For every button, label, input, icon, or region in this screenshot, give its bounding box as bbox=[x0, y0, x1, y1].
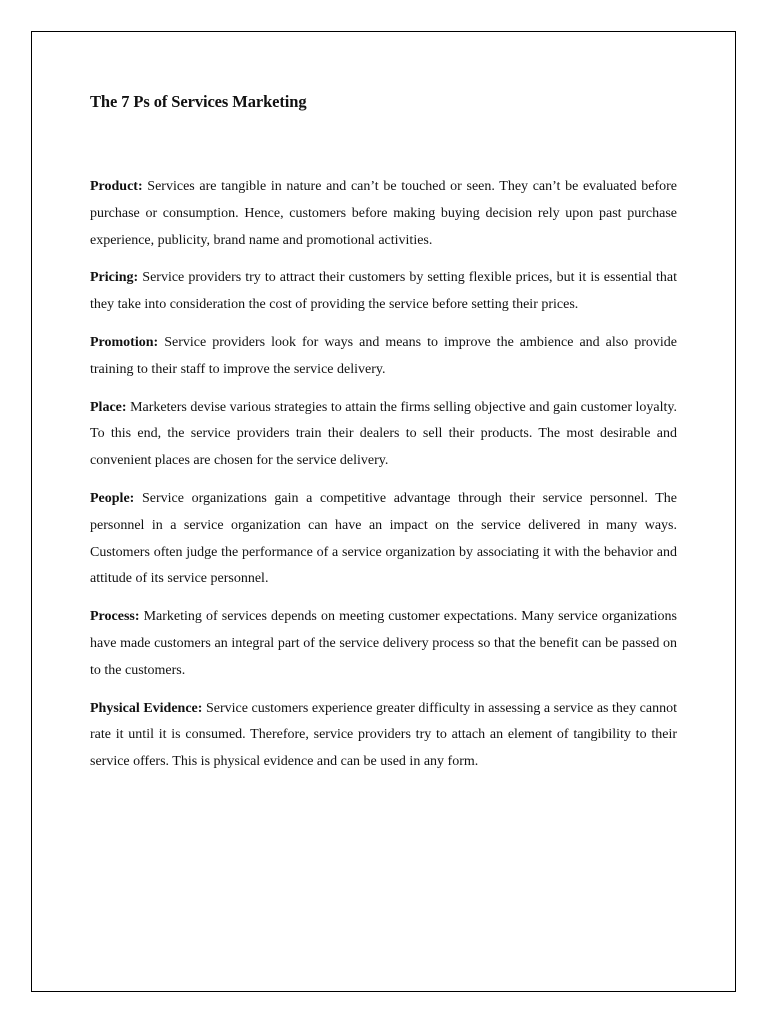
section-product bbox=[90, 174, 677, 254]
page-title: The 7 Ps of Services Marketing bbox=[90, 92, 307, 111]
section-text: Marketers devise various strategies to attain the firms selling objective and gain customer loyalty. To this end, the service providers train their dealers to sell their products. The most desirable and convenient places are chosen for the service delivery. bbox=[90, 399, 678, 469]
document-body bbox=[90, 174, 677, 787]
section-text: Services are tangible in nature and can’t be touched or seen. They can’t be evaluated before purchase or consumption. Hence, customers before making buying decision rely upon past purchase experience, publicity, brand name and promotional activities. bbox=[90, 179, 678, 248]
section-people bbox=[90, 486, 677, 593]
section-text: Service organizations gain a competitive advantage through their service personnel. The personnel in a service organization can have an impact on the service delivered in many ways. Customers often judge the performance of a service organization by associating it with the behavior and attitude of its service personnel. bbox=[90, 490, 678, 587]
section-text: Marketing of services depends on meeting customer expectations. Many service organizations have made customers an integral part of the service delivery process so that the benefit can be passed on to the customers. bbox=[90, 609, 677, 678]
section-place bbox=[90, 395, 677, 475]
section-text: Service providers try to attract their customers by setting flexible prices, but it is essential that they take into consideration the cost of providing the service before setting their prices. bbox=[90, 270, 678, 313]
section-process bbox=[90, 604, 677, 684]
section-physical-evidence bbox=[90, 696, 677, 776]
section-term: Pricing: bbox=[90, 270, 139, 286]
section-pricing bbox=[90, 265, 677, 319]
section-text: Service customers experience greater difficulty in assessing a service as they cannot rate it until it is consumed. Therefore, service providers try to attach an element of tangibility to their service offers. This is physical evidence and can be used in any form. bbox=[90, 700, 677, 770]
section-term: Physical Evidence: bbox=[90, 700, 203, 716]
section-term: Place: bbox=[90, 399, 127, 415]
section-term: Process: bbox=[90, 609, 140, 625]
section-promotion bbox=[90, 330, 677, 384]
section-text: Service providers look for ways and means to improve the ambience and also provide training to their staff to improve the service delivery. bbox=[90, 334, 677, 377]
section-term: People: bbox=[90, 490, 135, 506]
section-term: Promotion: bbox=[90, 334, 159, 350]
section-term: Product: bbox=[90, 179, 143, 194]
